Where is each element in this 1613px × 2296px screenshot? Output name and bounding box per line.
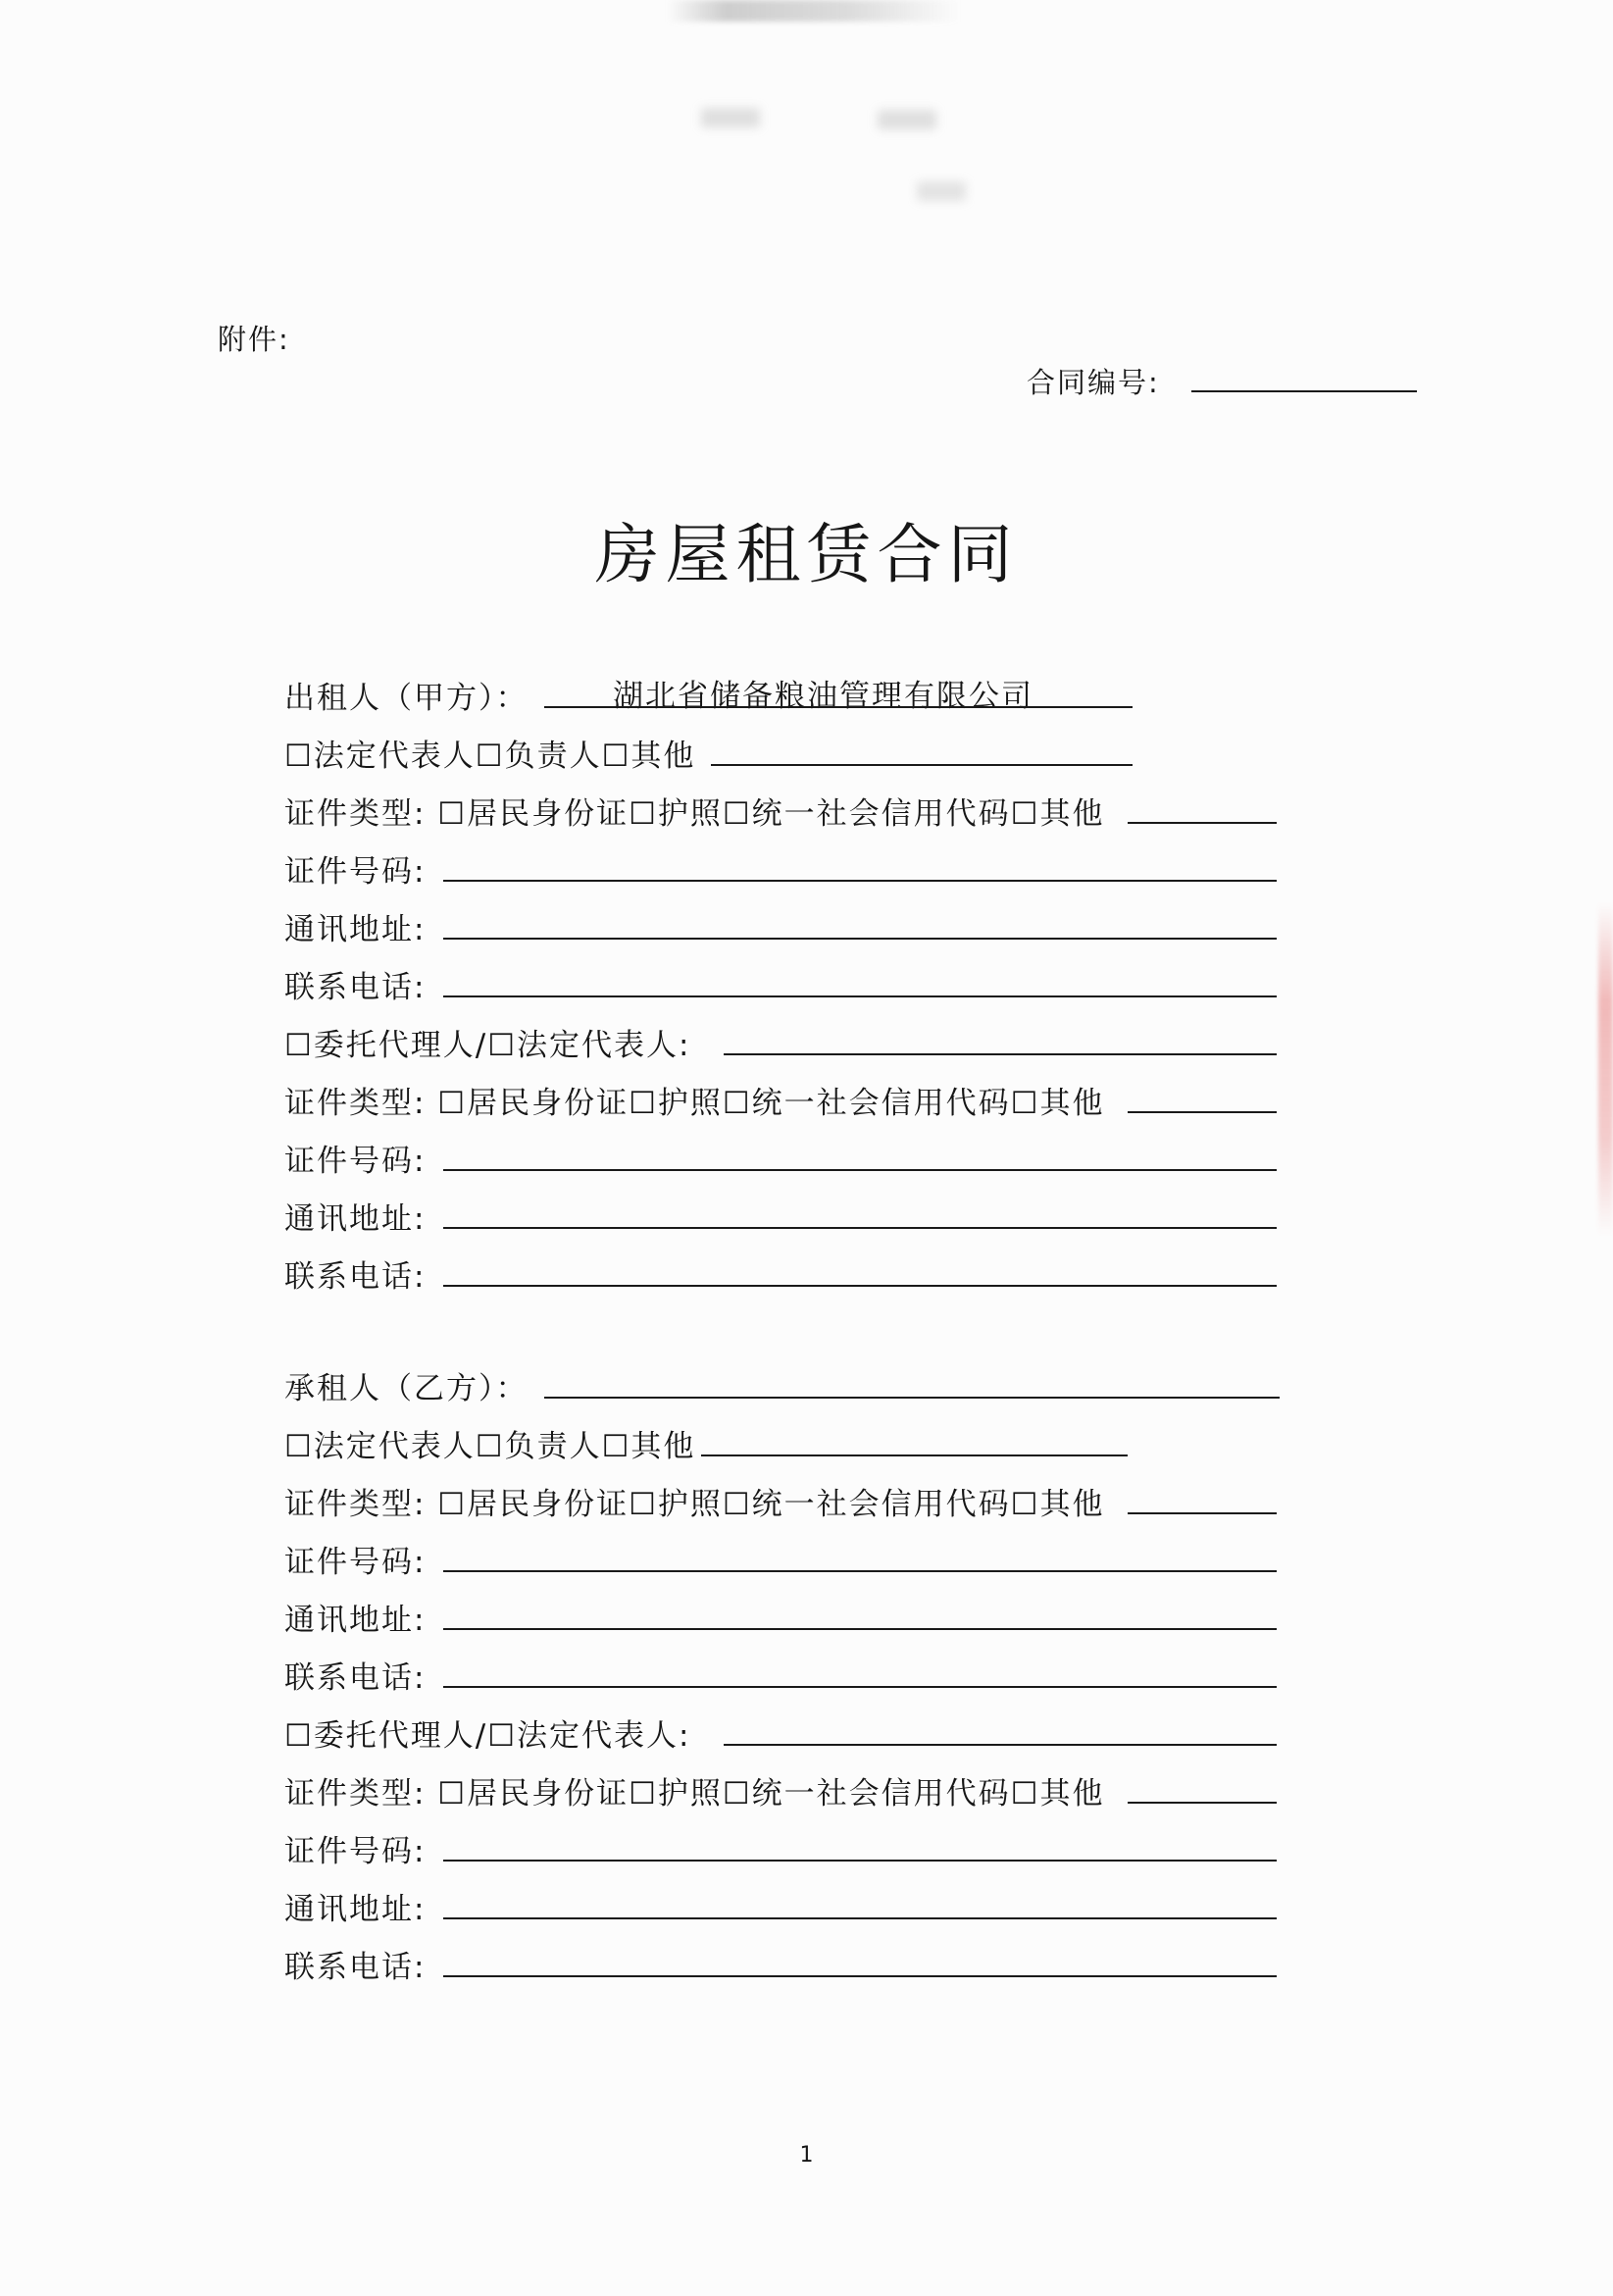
lessor-agent-address-label: 通讯地址:	[284, 1201, 427, 1237]
lessee-rep-options: ☐法定代表人☐负责人☐其他	[284, 1429, 696, 1464]
lessee-id-number-blank[interactable]	[443, 1570, 1277, 1572]
document-title: 房屋租赁合同	[594, 517, 1019, 592]
lessor-agent-id-number-label: 证件号码:	[284, 1144, 427, 1179]
lessor-heading: 出租人（甲方）：	[284, 681, 529, 716]
lessor-phone-blank[interactable]	[443, 995, 1277, 997]
lessee-agent-id-type: 证件类型: ☐居民身份证☐护照☐统一社会信用代码☐其他	[284, 1776, 1105, 1811]
lessee-agent-id-type-other-blank[interactable]	[1128, 1802, 1277, 1804]
lessor-agent-phone-blank[interactable]	[443, 1285, 1277, 1287]
lessor-agent-id-number-blank[interactable]	[443, 1169, 1277, 1171]
lessee-rep-blank[interactable]	[701, 1454, 1128, 1456]
scan-bleed-mark	[1598, 902, 1613, 1236]
lessor-rep-options: ☐法定代表人☐负责人☐其他	[284, 739, 696, 774]
lessee-agent-address-blank[interactable]	[443, 1917, 1277, 1919]
lessor-id-number-label: 证件号码:	[284, 854, 427, 890]
lessor-rep-blank[interactable]	[711, 764, 1133, 766]
lessee-agent-id-number-label: 证件号码:	[284, 1834, 427, 1869]
lessee-agent-id-number-blank[interactable]	[443, 1860, 1277, 1862]
lessor-name: 湖北省储备粮油管理有限公司	[613, 679, 1033, 714]
lessor-name-blank[interactable]	[544, 706, 1133, 708]
lessee-id-type-other-blank[interactable]	[1128, 1512, 1277, 1514]
lessor-phone-label: 联系电话:	[284, 970, 427, 1005]
lessee-agent-address-label: 通讯地址:	[284, 1892, 427, 1927]
lessee-agent-label: ☐委托代理人/☐法定代表人:	[284, 1718, 691, 1754]
lessor-id-type-other-blank[interactable]	[1128, 822, 1277, 824]
lessee-agent-phone-blank[interactable]	[443, 1975, 1277, 1977]
contract-number-blank[interactable]	[1191, 390, 1417, 392]
scan-smudge	[917, 181, 966, 201]
lessee-phone-blank[interactable]	[443, 1686, 1277, 1688]
lessee-agent-blank[interactable]	[724, 1744, 1277, 1746]
lessor-id-type: 证件类型: ☐居民身份证☐护照☐统一社会信用代码☐其他	[284, 796, 1105, 832]
lessee-id-number-label: 证件号码:	[284, 1545, 427, 1580]
scan-smudge	[667, 0, 961, 22]
lessee-address-label: 通讯地址:	[284, 1603, 427, 1638]
lessor-agent-label: ☐委托代理人/☐法定代表人:	[284, 1028, 691, 1063]
lessor-agent-id-type-other-blank[interactable]	[1128, 1111, 1277, 1113]
lessee-agent-phone-label: 联系电话:	[284, 1950, 427, 1985]
scan-smudge	[701, 108, 760, 128]
lessor-agent-blank[interactable]	[724, 1053, 1277, 1055]
lessor-agent-phone-label: 联系电话:	[284, 1259, 427, 1295]
lessee-id-type: 证件类型: ☐居民身份证☐护照☐统一社会信用代码☐其他	[284, 1487, 1105, 1522]
lessor-id-number-blank[interactable]	[443, 880, 1277, 882]
lessee-heading: 承租人（乙方）：	[284, 1371, 529, 1406]
contract-number-label: 合同编号:	[1027, 366, 1160, 399]
lessee-address-blank[interactable]	[443, 1628, 1277, 1630]
lessor-agent-id-type: 证件类型: ☐居民身份证☐护照☐统一社会信用代码☐其他	[284, 1086, 1105, 1121]
page-number: 1	[799, 2143, 814, 2168]
scan-smudge	[878, 110, 936, 129]
lessor-address-blank[interactable]	[443, 938, 1277, 940]
lessor-agent-address-blank[interactable]	[443, 1227, 1277, 1229]
lessee-phone-label: 联系电话:	[284, 1660, 427, 1696]
lessee-name-blank[interactable]	[544, 1397, 1280, 1399]
lessor-address-label: 通讯地址:	[284, 912, 427, 947]
attachment-label: 附件:	[218, 323, 290, 356]
